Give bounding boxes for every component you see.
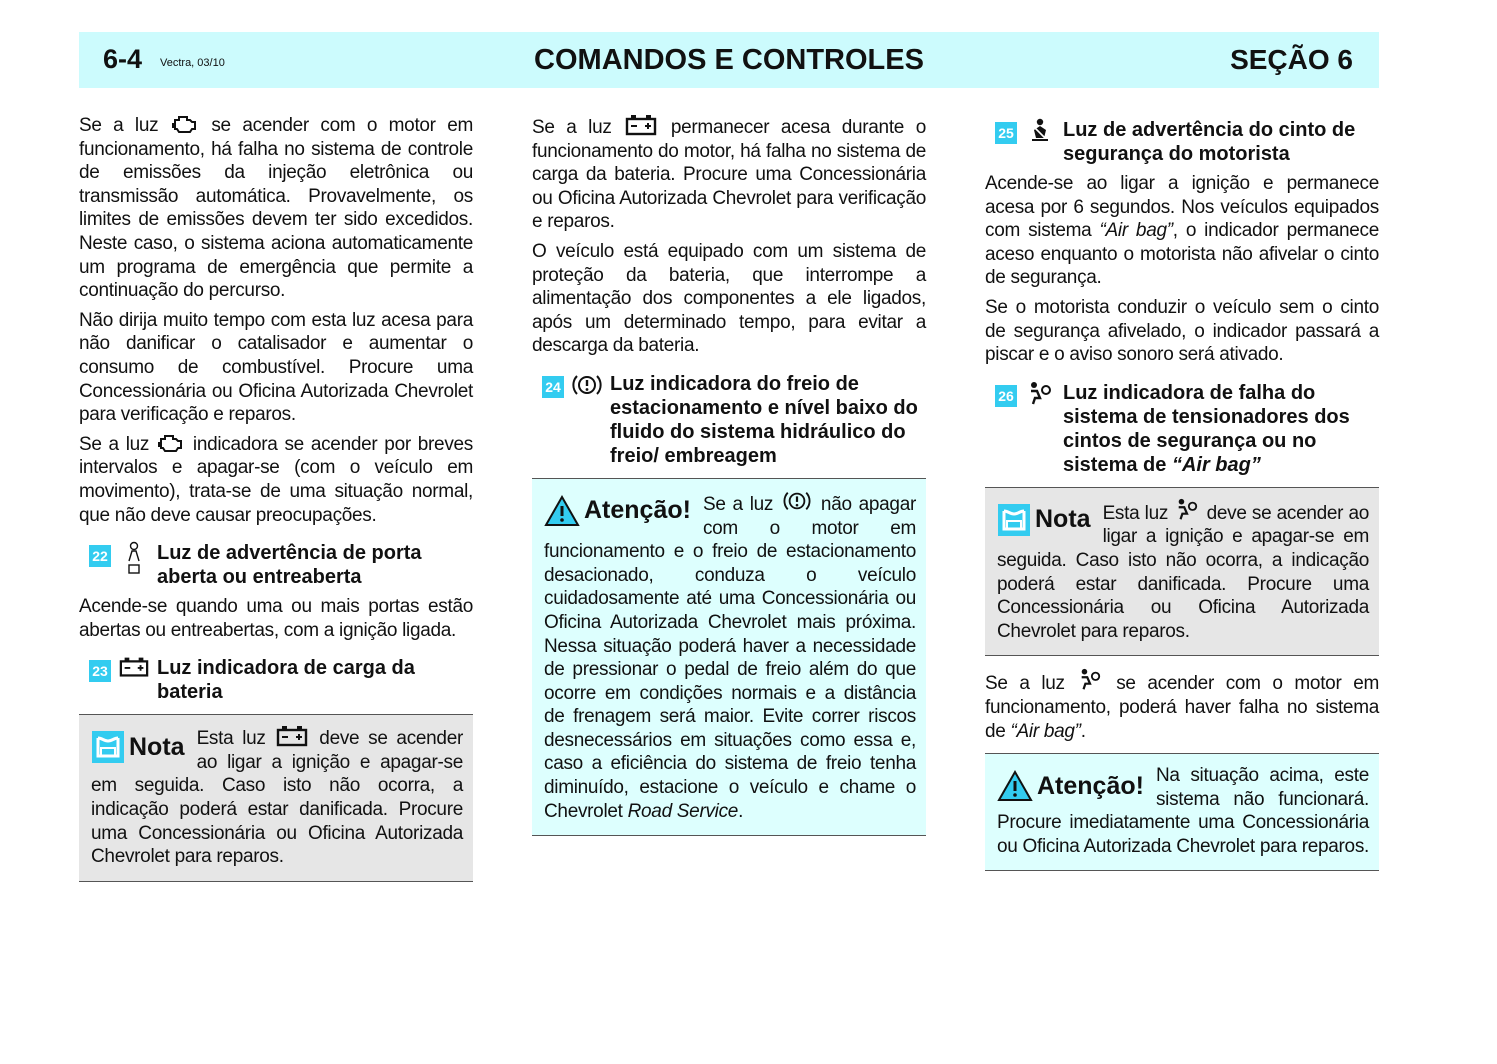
text-fragment: “Air bag” — [1099, 220, 1173, 242]
paragraph-battery-light — [532, 114, 926, 234]
column-3 — [985, 114, 1379, 883]
seatbelt-icon — [1025, 118, 1055, 146]
document-subtitle: Vectra, 03/10 — [160, 57, 225, 69]
paragraph-seatbelt-1 — [985, 172, 1379, 290]
warning-box — [985, 753, 1379, 871]
airbag-icon — [1025, 381, 1055, 407]
note-tag — [997, 498, 1091, 542]
text-fragment: não apagar com o motor em funcionamento e o freio de estacionamento desacionado, conduza o veículo cuidadosamente até uma Concessionária ou Oficina Autorizada Chevrolet mais próxima. Nessa situação poderá haver a necessidade de pressionar o pedal de freio além do que ocorre em condições normais e a distância de frenagem será maior. Evite correr riscos desnecessários em situações como essa e, caso a eficiência do sistema de freio tenha diminuído, estacione o veículo e chame o Chevrolet — [544, 493, 916, 822]
column-2 — [532, 114, 926, 848]
text-fragment: Se a luz — [702, 493, 774, 515]
text-fragment: . — [738, 800, 744, 822]
battery-icon — [119, 656, 149, 678]
note-icon — [997, 503, 1031, 537]
text-fragment: permanecer acesa durante o funcionamento do motor, há falha no sistema de carga da bateria. Procure uma Concessionária ou Oficina Autorizada Chevrolet para verificação e reparos. — [532, 117, 926, 233]
brake-warning-icon — [572, 372, 602, 398]
text-fragment: deve se acender ao ligar a ignição e apagar-se em seguida. Caso isto não ocorra, a indicação poderá estar danificada. Procure uma Concessionária ou Oficina Autorizada Chevrolet para reparos. — [997, 502, 1369, 642]
heading-title — [1063, 381, 1379, 477]
paragraph-engine-brief — [79, 433, 473, 527]
item-number-badge: 23 — [89, 660, 111, 682]
warning-tag — [997, 764, 1144, 808]
text-fragment: Se a luz — [79, 115, 159, 136]
item-number-badge: 25 — [995, 122, 1017, 144]
paragraph-engine-light — [79, 114, 473, 303]
text-fragment: Esta luz — [196, 728, 266, 750]
check-engine-icon — [172, 114, 198, 134]
text-fragment: deve se acender ao ligar a ignição e apagar-se em seguida. Caso isto não ocorra, a indicação poderá estar danificada. Procure uma Concessionária ou Oficina Autorizada Chevrolet para reparos. — [91, 728, 463, 868]
airbag-icon — [1175, 498, 1199, 522]
warning-text — [544, 489, 916, 823]
warning-box — [532, 478, 926, 836]
note-icon — [91, 730, 125, 764]
note-box — [79, 714, 473, 882]
page-title: COMANDOS E CONTROLES — [534, 44, 924, 76]
item-number-badge: 22 — [89, 545, 111, 567]
note-tag — [91, 725, 185, 769]
text-fragment: Acende-se ao ligar a ignição e permanece acesa por 6 segundos. Nos veículos equipados com sistema — [985, 173, 1379, 242]
warning-triangle-icon — [997, 770, 1033, 802]
text-fragment: . — [1080, 720, 1086, 742]
heading-24 — [532, 372, 926, 468]
warning-label: Atenção! — [1037, 771, 1144, 800]
heading-26 — [985, 381, 1379, 477]
paragraph-battery-protection: O veículo está equipado com um sistema de proteção da bateria, que interrompe a alimentação dos componentes a ele ligados, após um determinado tempo, para evitar a descarga da bateria. — [532, 240, 926, 357]
airbag-icon — [1078, 668, 1102, 692]
page-header — [79, 32, 1379, 88]
text-fragment: Road Service — [627, 800, 739, 822]
note-label: Nota — [129, 732, 185, 761]
text-fragment: “Air bag” — [1010, 720, 1081, 742]
heading-title: Luz de advertência de porta aberta ou entreaberta — [157, 542, 422, 589]
text-fragment: Esta luz — [1102, 502, 1169, 524]
heading-title: Luz indicadora de carga da bateria — [157, 657, 415, 704]
column-1 — [79, 114, 473, 894]
warning-label: Atenção! — [584, 496, 691, 525]
battery-icon — [625, 114, 657, 136]
text-fragment: Luz indicadora de falha do sistema de tensionadores dos cintos de segurança ou no sistema de — [1063, 381, 1350, 476]
paragraph-seatbelt-2: Se o motorista conduzir o veículo sem o cinto de segurança afivelado, o indicador passará a piscar e o aviso sonoro será ativado. — [985, 296, 1379, 366]
paragraph-catalyst: Não dirija muito tempo com esta luz acesa para não danificar o catalisador e aumentar o consumo de combustível. Procure uma Concessionária ou Oficina Autorizada Chevrolet para verificação e reparos. — [79, 309, 473, 426]
heading-22 — [79, 541, 473, 589]
text-fragment: , o indicador permanece aceso enquanto o motorista não afivelar o cinto de segurança. — [985, 220, 1379, 289]
text-fragment: se acender com o motor em funcionamento, há falha no sistema de controle de emissões da injeção eletrônica ou transmissão automática. Provavelmente, os limites de emissões devem ter sido excedidos. Neste caso, o sistema aciona automaticamente um programa de emergência que permite a continuação do percurso. — [79, 115, 474, 302]
note-label: Nota — [1035, 505, 1091, 534]
paragraph-door: Acende-se quando uma ou mais portas estão abertas ou entreabertas, com a ignição ligada. — [79, 596, 473, 641]
text-fragment: Se a luz — [79, 433, 150, 455]
text-fragment: Se a luz — [532, 117, 612, 138]
check-engine-icon — [158, 433, 184, 453]
text-fragment: Se a luz — [985, 673, 1065, 695]
page-number: 6-4 — [103, 44, 143, 74]
text-fragment: indicadora se acender por breves intervalos e apagar-se (com o veículo em movimento), trata-se de uma situação normal, que não deve causar preocupações. — [79, 433, 473, 526]
item-number-badge: 24 — [542, 376, 564, 398]
heading-23 — [79, 656, 473, 704]
door-open-icon — [119, 541, 149, 575]
section-label: SEÇÃO 6 — [1230, 44, 1353, 75]
paragraph-airbag — [985, 668, 1379, 743]
warning-tag — [544, 489, 691, 533]
warning-text: Na situação acima, este sistema não funcionará. Procure imediatamente uma Concessionária ou Oficina Autorizada Chevrolet para reparos. — [997, 765, 1369, 857]
text-fragment: se acender com o motor em funcionamento, poderá haver falha no sistema de — [985, 673, 1379, 742]
heading-title: Luz indicadora do freio de estacionamento e nível baixo do fluido do sistema hidráulico do freio/ embreagem — [610, 372, 918, 467]
heading-25 — [985, 118, 1379, 166]
text-fragment: “Air bag” — [1171, 453, 1261, 476]
brake-warning-icon — [782, 489, 812, 513]
note-box — [985, 487, 1379, 657]
item-number-badge: 26 — [995, 385, 1017, 407]
heading-title: Luz de advertência do cinto de segurança do motorista — [1063, 119, 1356, 165]
warning-triangle-icon — [544, 495, 580, 527]
battery-icon — [276, 725, 308, 747]
